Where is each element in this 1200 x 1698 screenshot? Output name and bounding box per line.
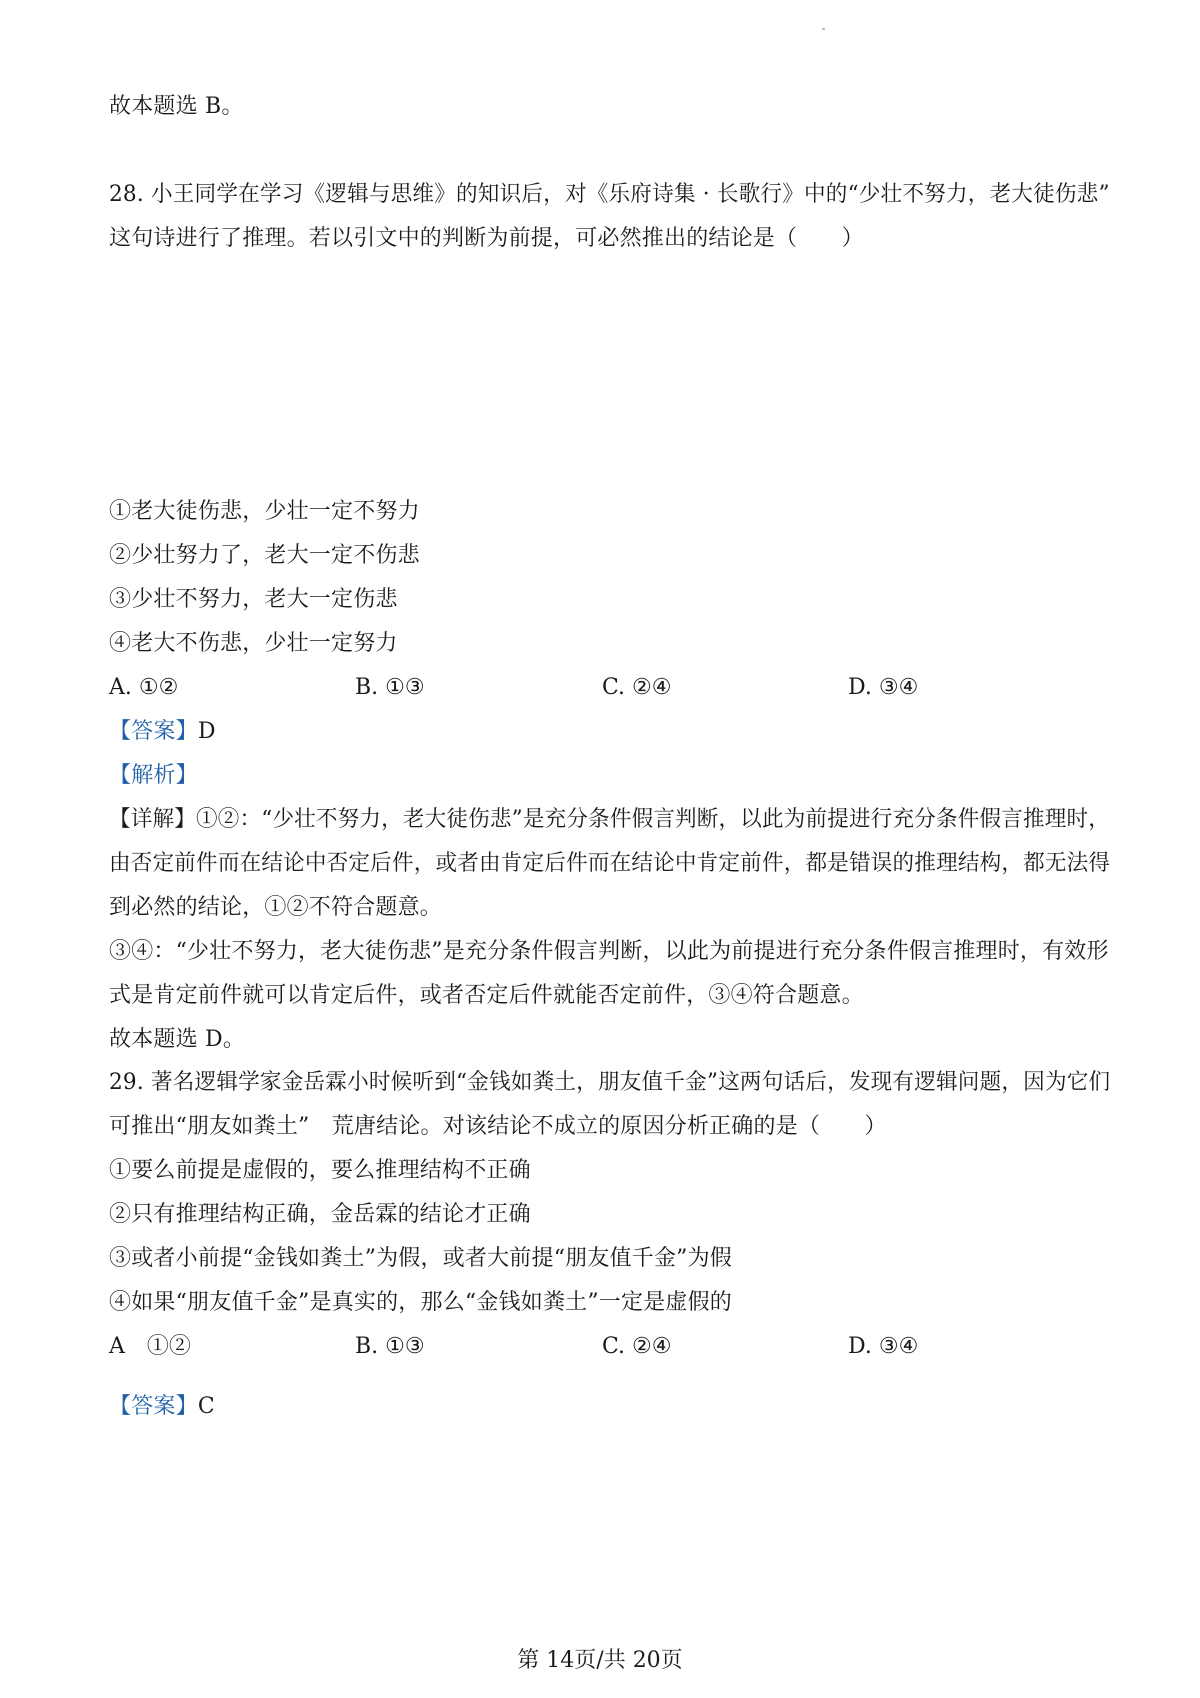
q29-option-c: C. ②④ — [602, 1334, 672, 1359]
answer-value: D — [197, 719, 216, 744]
q29-option-b: B. ①③ — [355, 1334, 425, 1359]
q28-option-a: A. ①② — [109, 675, 179, 700]
q28-detail-line2: 由否定前件而在结论中否定后件，或者由肯定后件而在结论中肯定前件，都是错误的推理结构，都无法得 — [109, 851, 1111, 876]
q28-analysis-heading — [109, 761, 198, 791]
q28-detail-line5: 式是肯定前件就可以肯定后件，或者否定后件就能否定前件，③④符合题意。 — [109, 983, 864, 1008]
q28-option-b: B. ①③ — [355, 675, 425, 700]
answer-tag: 【答案】 — [109, 719, 198, 744]
q29-option-d: D. ③④ — [848, 1334, 919, 1359]
q28-detail-line3: 到必然的结论，①②不符合题意。 — [109, 895, 443, 920]
q29-stem-line1: 29. 著名逻辑学家金岳霖小时候听到“金钱如粪土，朋友值千金”这两句话后，发现有逻辑问题，因为它们 — [109, 1070, 1111, 1095]
answer-tag: 【答案】 — [109, 1394, 198, 1419]
q29-option-a: A ①② — [109, 1334, 191, 1359]
detail-tag: 【详解】 — [109, 807, 196, 832]
detail-text: ①②：“少壮不努力，老大徒伤悲”是充分条件假言判断，以此为前提进行充分条件假言推理时， — [195, 807, 1110, 832]
q29-stem-line2: 可推出“朋友如粪土” 荒唐结论。对该结论不成立的原因分析正确的是（ ） — [109, 1114, 887, 1139]
q28-stem-line1: 28. 小王同学在学习《逻辑与思维》的知识后，对《乐府诗集 · 长歌行》中的“少壮不努力，老大徒伤悲” — [109, 182, 1110, 207]
scan-speck — [822, 28, 825, 30]
q28-item-1: ①老大徒伤悲，少壮一定不努力 — [109, 499, 420, 524]
q28-answer — [109, 717, 216, 747]
q28-item-2: ②少壮努力了，老大一定不伤悲 — [109, 543, 420, 568]
q28-detail-line4: ③④：“少壮不努力，老大徒伤悲”是充分条件假言判断，以此为前提进行充分条件假言推理时，有效形 — [109, 939, 1109, 964]
q29-item-4: ④如果“朋友值千金”是真实的，那么“金钱如粪土”一定是虚假的 — [109, 1290, 732, 1315]
q28-detail-line1 — [109, 805, 1110, 835]
page-footer: 第 14页/共 20页 — [517, 1648, 683, 1673]
analysis-tag: 【解析】 — [109, 763, 198, 788]
q28-stem-line2: 这句诗进行了推理。若以引文中的判断为前提，可必然推出的结论是（ ） — [109, 226, 864, 251]
q29-answer — [109, 1392, 215, 1422]
q28-option-c: C. ②④ — [602, 675, 672, 700]
answer-value: C — [197, 1394, 215, 1419]
q28-item-3: ③少壮不努力，老大一定伤悲 — [109, 587, 398, 612]
q28-item-4: ④老大不伤悲，少壮一定努力 — [109, 631, 398, 656]
q28-conclusion: 故本题选 D。 — [109, 1027, 246, 1052]
q29-item-3: ③或者小前提“金钱如粪土”为假，或者大前提“朋友值千金”为假 — [109, 1246, 732, 1271]
q29-item-1: ①要么前提是虚假的，要么推理结构不正确 — [109, 1158, 531, 1183]
q29-item-2: ②只有推理结构正确，金岳霖的结论才正确 — [109, 1202, 531, 1227]
prev-conclusion: 故本题选 B。 — [109, 94, 244, 119]
q28-option-d: D. ③④ — [848, 675, 919, 700]
